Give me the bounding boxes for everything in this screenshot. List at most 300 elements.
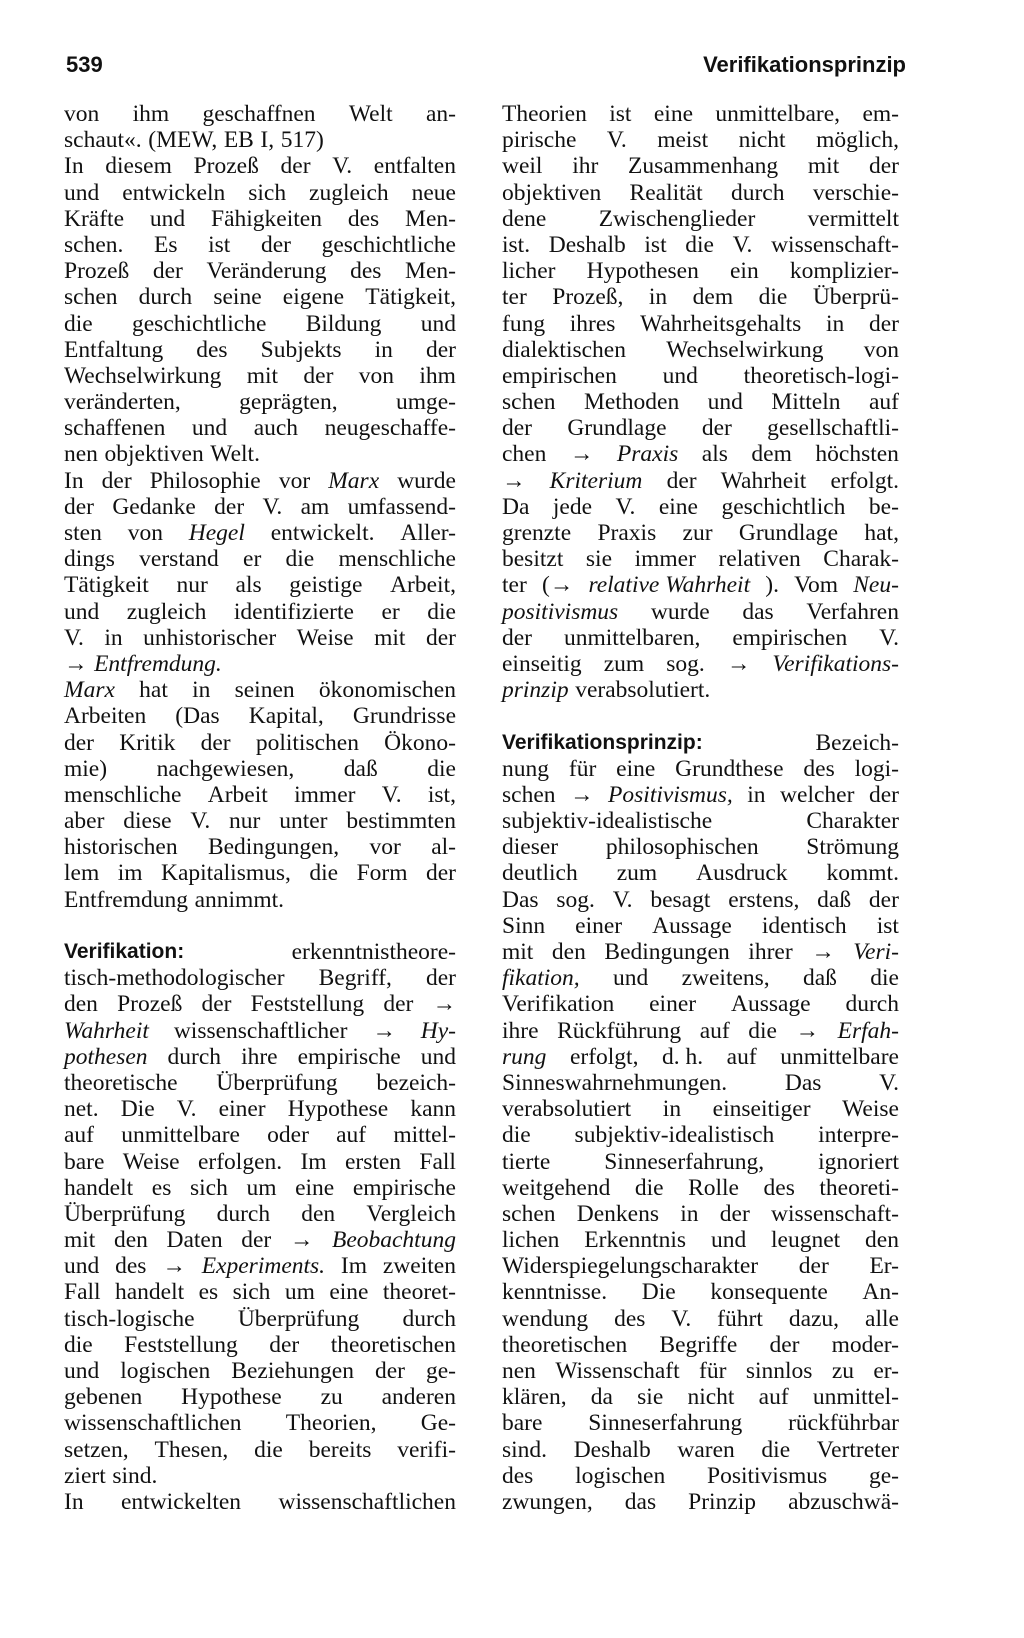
word: empirische	[297, 1043, 401, 1070]
word: rückführbar	[788, 1410, 899, 1437]
word: nicht	[687, 1384, 735, 1411]
text-line	[64, 1437, 456, 1463]
word: menschliche	[64, 781, 182, 808]
text-line	[64, 703, 456, 729]
word: Wahrheit	[720, 467, 807, 494]
word: In	[64, 153, 84, 180]
word: als	[701, 441, 728, 468]
word: Prozeß,	[552, 284, 624, 311]
word: In	[64, 1488, 84, 1515]
word: be-	[868, 493, 899, 520]
word: mittel-	[393, 1122, 456, 1149]
word: →	[811, 939, 835, 965]
word: daß	[803, 965, 837, 992]
word: unmittelbaren,	[563, 624, 701, 651]
text-line	[64, 782, 456, 808]
word: und	[420, 310, 456, 337]
text-line	[502, 284, 899, 310]
word: geschichtliche	[132, 310, 267, 337]
word: Hy-	[420, 1017, 456, 1044]
word: Begriffe	[659, 1331, 738, 1358]
text-line	[64, 1070, 456, 1096]
word: Sinn	[502, 912, 546, 939]
word: vermittelt	[807, 205, 899, 232]
word: Wissenschaft	[555, 1358, 680, 1384]
word: V.	[64, 624, 84, 651]
word: um	[284, 1279, 315, 1306]
word: theoretischen	[502, 1331, 628, 1358]
word: ihre	[241, 1043, 278, 1070]
word: Tätigkeit,	[365, 284, 456, 311]
word: moder-	[831, 1331, 899, 1358]
text-line	[64, 1122, 456, 1148]
word: unmittelbare	[780, 1043, 899, 1070]
word: eine	[658, 493, 698, 520]
word: der	[383, 991, 414, 1018]
word: Arbeit,	[390, 572, 456, 599]
word: identifizierte	[233, 598, 354, 625]
word: der	[868, 886, 899, 913]
word: ter	[502, 572, 527, 599]
word: die	[427, 598, 456, 625]
word: Prozeß	[64, 258, 130, 285]
word: der	[701, 415, 732, 442]
word: erfolgt,	[569, 1043, 639, 1070]
text-line	[64, 1332, 456, 1358]
word: lichen	[502, 1227, 560, 1254]
text-line	[502, 494, 899, 520]
word: verschie-	[812, 179, 899, 206]
word: von	[64, 101, 100, 127]
word: Veri-	[853, 939, 899, 965]
word: V.	[879, 624, 899, 651]
word: in	[680, 1200, 699, 1227]
word: V.	[612, 886, 633, 913]
word: unmittelbare,	[715, 101, 841, 127]
word: (→	[541, 572, 574, 599]
word: die	[64, 1331, 93, 1358]
text-line	[502, 1279, 899, 1305]
word: Praxis	[616, 441, 679, 468]
word: in	[747, 781, 766, 808]
word: Grundrisse	[352, 703, 456, 730]
word: entwickeln	[122, 179, 226, 206]
word: dieser	[502, 834, 559, 861]
word: umfassend-	[347, 493, 456, 520]
word: unmittel-	[812, 1384, 899, 1411]
word: gesellschaftli-	[767, 415, 899, 442]
word: eine	[616, 755, 656, 782]
text-line	[502, 913, 899, 939]
word: in	[826, 310, 845, 337]
text-line	[502, 860, 899, 886]
word: die	[254, 1436, 283, 1463]
word: am	[300, 493, 330, 520]
word: das	[624, 1488, 657, 1515]
word: prinzip	[502, 677, 569, 704]
text-line	[64, 730, 456, 756]
word: hat,	[864, 520, 899, 546]
text-line	[502, 389, 899, 415]
word: Entfremdung	[64, 886, 188, 913]
word: Mitteln	[771, 389, 841, 416]
word: Philosophie	[149, 467, 261, 494]
word: tisch-logische	[64, 1305, 195, 1332]
word: sog.	[556, 886, 595, 913]
word: mit	[374, 624, 406, 651]
word: wissenschaftlichen	[278, 1488, 456, 1515]
word: einseitig	[502, 650, 582, 677]
word: ein	[729, 258, 759, 285]
text-line	[502, 1358, 899, 1384]
word: Bedingungen	[604, 939, 730, 965]
word: die	[502, 1122, 531, 1149]
word: theoretisch-logi-	[743, 362, 899, 389]
word: objektiven	[502, 179, 602, 206]
word: der	[280, 153, 311, 180]
word: des	[803, 755, 835, 782]
word: die	[634, 1174, 664, 1201]
word: Neu-	[853, 572, 899, 599]
word: Das	[784, 1069, 822, 1096]
text-line	[64, 1410, 456, 1436]
word: zugleich	[126, 598, 207, 625]
word: waren	[677, 1436, 735, 1463]
word: ter	[502, 284, 527, 311]
word: nur	[229, 808, 261, 835]
word: umge-	[395, 389, 456, 416]
text-line	[502, 337, 899, 363]
word: schen	[64, 284, 118, 311]
word: Zusammenhang	[628, 153, 779, 180]
word: Kritik	[119, 729, 176, 756]
word: Hypothese	[287, 1096, 389, 1123]
text-line	[64, 572, 456, 598]
text-line	[64, 625, 456, 651]
word: →	[432, 991, 456, 1018]
word: sten	[64, 520, 102, 546]
word: ist	[208, 231, 231, 258]
text-line	[64, 258, 456, 284]
text-line	[502, 1175, 899, 1201]
word: der	[769, 1331, 800, 1358]
word: dem	[751, 441, 792, 468]
word: rung	[502, 1043, 547, 1070]
word: konsequente	[710, 1279, 828, 1306]
text-line	[64, 363, 456, 389]
word: auf	[336, 1122, 367, 1149]
word: relative Wahrheit	[588, 572, 751, 599]
word: geschichtlich	[721, 493, 846, 520]
word: die	[685, 231, 714, 258]
word: Denkens	[576, 1200, 659, 1227]
text-line	[502, 756, 899, 782]
text-line	[64, 389, 456, 415]
word: Die	[120, 1096, 155, 1123]
word: nung	[502, 755, 549, 782]
word: der	[425, 336, 456, 363]
word: zum	[616, 860, 658, 887]
word: Erfah-	[837, 1017, 899, 1044]
word: auch	[253, 415, 299, 442]
word: zweiten	[382, 1253, 456, 1280]
word: Tätigkeit	[64, 572, 149, 599]
word: Vergleich	[366, 1200, 456, 1227]
word: deutlich	[502, 860, 578, 887]
word: zu	[831, 1358, 854, 1384]
word: Beobachtung	[331, 1227, 456, 1254]
word: zwungen,	[502, 1488, 593, 1515]
word: eine	[653, 101, 693, 127]
word: wissenschaftlicher	[173, 1017, 348, 1044]
word: empirische	[352, 1174, 456, 1201]
word: Praxis	[597, 520, 657, 546]
text-line	[64, 1201, 456, 1227]
word: empirischen	[502, 362, 617, 389]
word: durch	[730, 179, 785, 206]
text-line	[64, 546, 456, 572]
text-line	[64, 1463, 456, 1489]
word: der	[269, 1331, 300, 1358]
text-line	[64, 101, 456, 127]
word: Es	[154, 231, 178, 258]
word: der	[502, 415, 533, 442]
word: ).	[765, 572, 779, 599]
text-line	[64, 860, 456, 886]
word: Weise	[296, 624, 354, 651]
word: erstens,	[728, 886, 800, 913]
word: des	[502, 1462, 534, 1489]
word: schen	[502, 389, 556, 416]
word: V.	[732, 231, 753, 258]
word: Subjekts	[260, 336, 342, 363]
word: Sinneserfahrung	[588, 1410, 743, 1437]
word: kann	[410, 1096, 456, 1123]
word: ökonomischen	[318, 677, 456, 704]
word: zugleich	[309, 179, 389, 206]
word: höchsten	[815, 441, 899, 468]
word: ihre	[502, 1017, 539, 1044]
word: möglich,	[816, 127, 899, 154]
word: Im	[340, 1253, 368, 1280]
word: einer	[218, 1096, 266, 1123]
word: Grundlage	[567, 415, 667, 442]
word: schaffenen	[64, 415, 166, 442]
word: meist	[657, 127, 709, 154]
word: der	[425, 624, 456, 651]
word: mie)	[64, 755, 108, 782]
word: dialektischen	[502, 336, 626, 363]
word: mit	[246, 362, 279, 389]
word: logischen	[575, 1462, 666, 1489]
word: von	[358, 362, 395, 389]
word: →	[162, 1253, 186, 1280]
word: Sinneswahrnehmungen.	[502, 1069, 728, 1096]
word: vor	[278, 467, 311, 494]
word: durch	[402, 1305, 456, 1332]
word: →	[795, 1017, 820, 1044]
word: nicht	[738, 127, 786, 154]
word: ist,	[427, 781, 456, 808]
word: wissenschaft-	[771, 231, 899, 258]
word: An-	[862, 1279, 899, 1306]
word: von	[127, 520, 163, 546]
word: des	[196, 336, 228, 363]
word: schen	[502, 781, 556, 808]
text-line	[502, 101, 899, 127]
paragraph-gap	[64, 913, 456, 939]
word: Arbeit	[207, 781, 268, 808]
word: bare	[502, 1410, 543, 1437]
word: bestimmten	[346, 808, 456, 835]
word: einer	[575, 912, 623, 939]
word: weil	[502, 153, 543, 180]
word: ihm	[132, 101, 170, 127]
word: einseitiger	[712, 1096, 811, 1123]
word: sind.	[502, 1436, 548, 1463]
text-line	[502, 1122, 899, 1148]
word: I,	[260, 127, 275, 154]
word: Sinneserfahrung,	[604, 1148, 765, 1175]
word: in	[648, 284, 668, 311]
word: Thesen,	[154, 1436, 229, 1463]
word: der	[201, 991, 232, 1018]
word: entfalten	[373, 153, 456, 180]
word: vor	[369, 834, 401, 861]
left-column	[64, 101, 456, 1515]
word: schen	[502, 1200, 556, 1227]
text-line	[64, 834, 456, 860]
word: nen	[64, 441, 98, 468]
word: menschliche	[338, 546, 456, 573]
word: der	[374, 1358, 405, 1384]
word: es	[151, 1174, 172, 1201]
word: der	[303, 362, 334, 389]
word: →	[502, 467, 526, 494]
word: um	[246, 1174, 277, 1201]
word: kenntnisse.	[502, 1279, 608, 1306]
word: sich	[248, 179, 287, 206]
word: Prozeß	[193, 153, 259, 180]
word: Veränderung	[206, 258, 327, 285]
word: abzuschwä-	[788, 1488, 899, 1515]
text-line	[64, 651, 456, 677]
word: Prinzip	[688, 1488, 757, 1515]
word: EB	[223, 127, 254, 154]
word: kommt.	[826, 860, 899, 887]
word: →	[726, 650, 751, 677]
word: des	[350, 258, 382, 285]
word: ge-	[868, 1462, 899, 1489]
word: und	[64, 1253, 100, 1280]
paragraph-gap	[502, 703, 899, 729]
word: der	[868, 781, 899, 808]
text-line	[64, 965, 456, 991]
word: V.	[381, 781, 402, 808]
text-line	[64, 127, 456, 153]
word: komplizier-	[789, 258, 899, 285]
word: durch	[138, 284, 193, 311]
word: Hegel	[188, 520, 245, 546]
word: Grundlage	[738, 520, 839, 546]
text-line	[502, 1018, 899, 1044]
text-line	[502, 363, 899, 389]
word: →	[64, 650, 88, 677]
text-line	[502, 599, 899, 625]
word: jede	[552, 493, 593, 520]
word: auf	[868, 389, 899, 416]
text-line	[502, 1044, 899, 1070]
word: Rückführung	[557, 1017, 682, 1044]
word: zum	[603, 650, 645, 677]
text-line	[502, 677, 899, 703]
word: chen	[502, 441, 547, 468]
text-line	[502, 730, 899, 756]
word: →	[570, 781, 594, 808]
word: wurde	[397, 467, 456, 494]
word: verstand	[139, 546, 219, 573]
text-line	[64, 311, 456, 337]
word: der	[798, 1253, 829, 1280]
word: Aussage	[652, 912, 732, 939]
text-line	[502, 1410, 899, 1436]
word: Theorien,	[285, 1410, 377, 1437]
word: er	[243, 546, 262, 573]
text-line	[502, 180, 899, 206]
word: 517)	[280, 127, 324, 154]
word: welcher	[780, 781, 855, 808]
word: Wechselwirkung	[64, 362, 222, 389]
word: Kapital,	[248, 703, 324, 730]
word: den	[113, 1227, 148, 1254]
word: Wahrheit	[64, 1017, 149, 1044]
word: weitgehend	[502, 1174, 611, 1201]
word: und	[710, 1227, 747, 1254]
word: sind.	[112, 1462, 158, 1489]
word: nachgewiesen,	[156, 755, 295, 782]
text-line	[64, 677, 456, 703]
word: schen.	[64, 231, 124, 258]
text-line	[502, 887, 899, 913]
word: pothesen	[64, 1043, 148, 1070]
word: den	[865, 1227, 899, 1254]
word: auf	[758, 1384, 789, 1411]
word: ihres	[569, 310, 616, 337]
word: mit	[502, 939, 534, 965]
word: dazu,	[788, 1305, 840, 1332]
word: grenzte	[502, 520, 572, 546]
word: theoreti-	[819, 1174, 899, 1201]
text-line	[502, 1463, 899, 1489]
word: verabsolutiert.	[575, 677, 711, 704]
word: seinen	[234, 677, 295, 704]
word: Vertreter	[816, 1436, 899, 1463]
word: Weise	[122, 1148, 180, 1175]
entry-headword: Verifikation:	[64, 940, 185, 963]
word: Überprüfung	[237, 1305, 360, 1332]
text-line	[502, 520, 899, 546]
word: besitzt	[502, 546, 564, 573]
word: em-	[862, 101, 899, 127]
word: Grundthese	[675, 755, 784, 782]
text-line	[64, 991, 456, 1017]
word: anderen	[381, 1384, 456, 1411]
text-line	[502, 782, 899, 808]
word: Wahrheitsgehalts	[640, 310, 802, 337]
word: V.	[262, 493, 283, 520]
word: geschichtliche	[321, 231, 456, 258]
word: in	[104, 624, 123, 651]
